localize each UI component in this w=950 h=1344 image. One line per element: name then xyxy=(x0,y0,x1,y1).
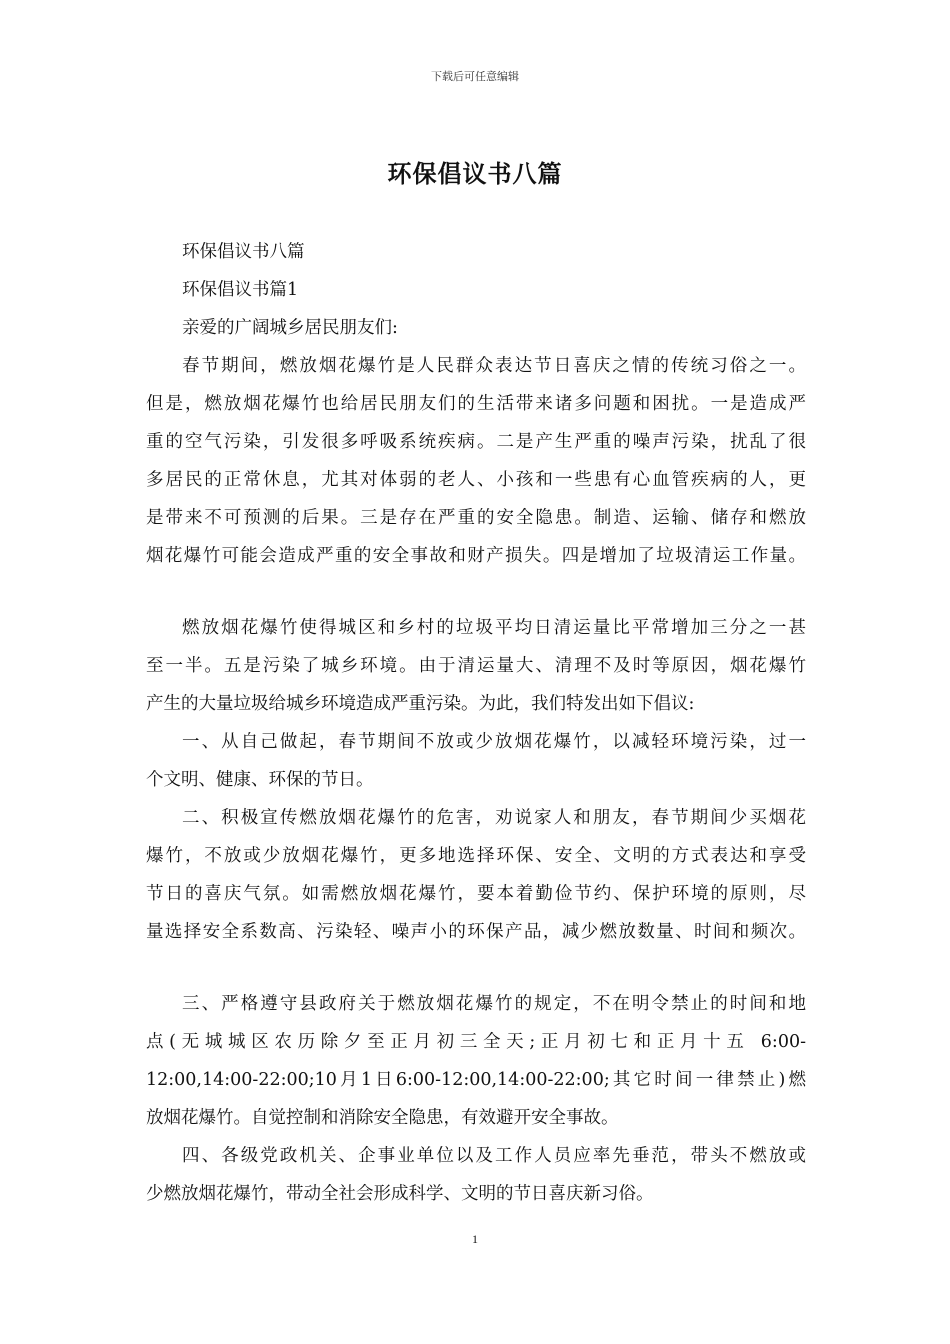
body-line: 个文明、健康、环保的节日。 xyxy=(146,770,374,790)
body-line: 节日的喜庆气氛。如需燃放烟花爆竹，要本着勤俭节约、保护环境的原则，尽 xyxy=(146,884,806,904)
body-line: 是带来不可预测的后果。三是存在严重的安全隐患。制造、运输、储存和燃放 xyxy=(146,508,806,528)
body-line: 至一半。五是污染了城乡环境。由于清运量大、清理不及时等原因，烟花爆竹 xyxy=(146,656,806,676)
body-line: 多居民的正常休息，尤其对体弱的老人、小孩和一些患有心血管疾病的人，更 xyxy=(146,470,806,490)
body-line: 爆竹，不放或少放烟花爆竹，更多地选择环保、安全、文明的方式表达和享受 xyxy=(146,846,806,866)
body-line: 春节期间，燃放烟花爆竹是人民群众表达节日喜庆之情的传统习俗之一。 xyxy=(182,356,806,376)
document-title: 环保倡议书八篇 xyxy=(387,159,563,188)
body-line: 少燃放烟花爆竹，带动全社会形成科学、文明的节日喜庆新习俗。 xyxy=(146,1184,654,1204)
body-line: 环保倡议书篇1 xyxy=(182,280,299,300)
body-line: 四、各级党政机关、企事业单位以及工作人员应率先垂范，带头不燃放或 xyxy=(182,1146,806,1166)
body-line: 一、从自己做起，春节期间不放或少放烟花爆竹，以减轻环境污染，过一 xyxy=(182,732,806,752)
body-line: 亲爱的广阔城乡居民朋友们: xyxy=(182,318,398,338)
body-line: 但是，燃放烟花爆竹也给居民朋友们的生活带来诸多问题和困扰。一是造成严 xyxy=(146,394,806,414)
body-line: 产生的大量垃圾给城乡环境造成严重污染。为此，我们特发出如下倡议: xyxy=(146,694,695,714)
body-line: 点(无城城区农历除夕至正月初三全天;正月初七和正月十五 6:00- xyxy=(146,1032,806,1052)
document-body xyxy=(146,233,806,1213)
body-line: 重的空气污染，引发很多呼吸系统疾病。二是产生严重的噪声污染，扰乱了很 xyxy=(146,432,806,452)
body-line: 放烟花爆竹。自觉控制和消除安全隐患，有效避开安全事故。 xyxy=(146,1108,619,1128)
page-number: 1 xyxy=(472,1232,478,1246)
body-line: 三、严格遵守县政府关于燃放烟花爆竹的规定，不在明令禁止的时间和地 xyxy=(182,994,806,1014)
body-line: 环保倡议书八篇 xyxy=(182,242,305,262)
paragraph-gap xyxy=(146,951,806,985)
body-line: 二、积极宣传燃放烟花爆竹的危害，劝说家人和朋友，春节期间少买烟花 xyxy=(182,808,806,828)
page-header: 下载后可任意编辑 xyxy=(431,70,519,83)
paragraph-gap xyxy=(146,575,806,609)
body-line: 烟花爆竹可能会造成严重的安全事故和财产损失。四是增加了垃圾清运工作量。 xyxy=(146,546,806,566)
body-line: 12:00,14:00-22:00;10月1日6:00-12:00,14:00-22:00;其它时间一律禁止)燃 xyxy=(146,1070,806,1090)
body-line: 量选择安全系数高、污染轻、噪声小的环保产品，减少燃放数量、时间和频次。 xyxy=(146,922,806,942)
body-line: 燃放烟花爆竹使得城区和乡村的垃圾平均日清运量比平常增加三分之一甚 xyxy=(182,618,806,638)
